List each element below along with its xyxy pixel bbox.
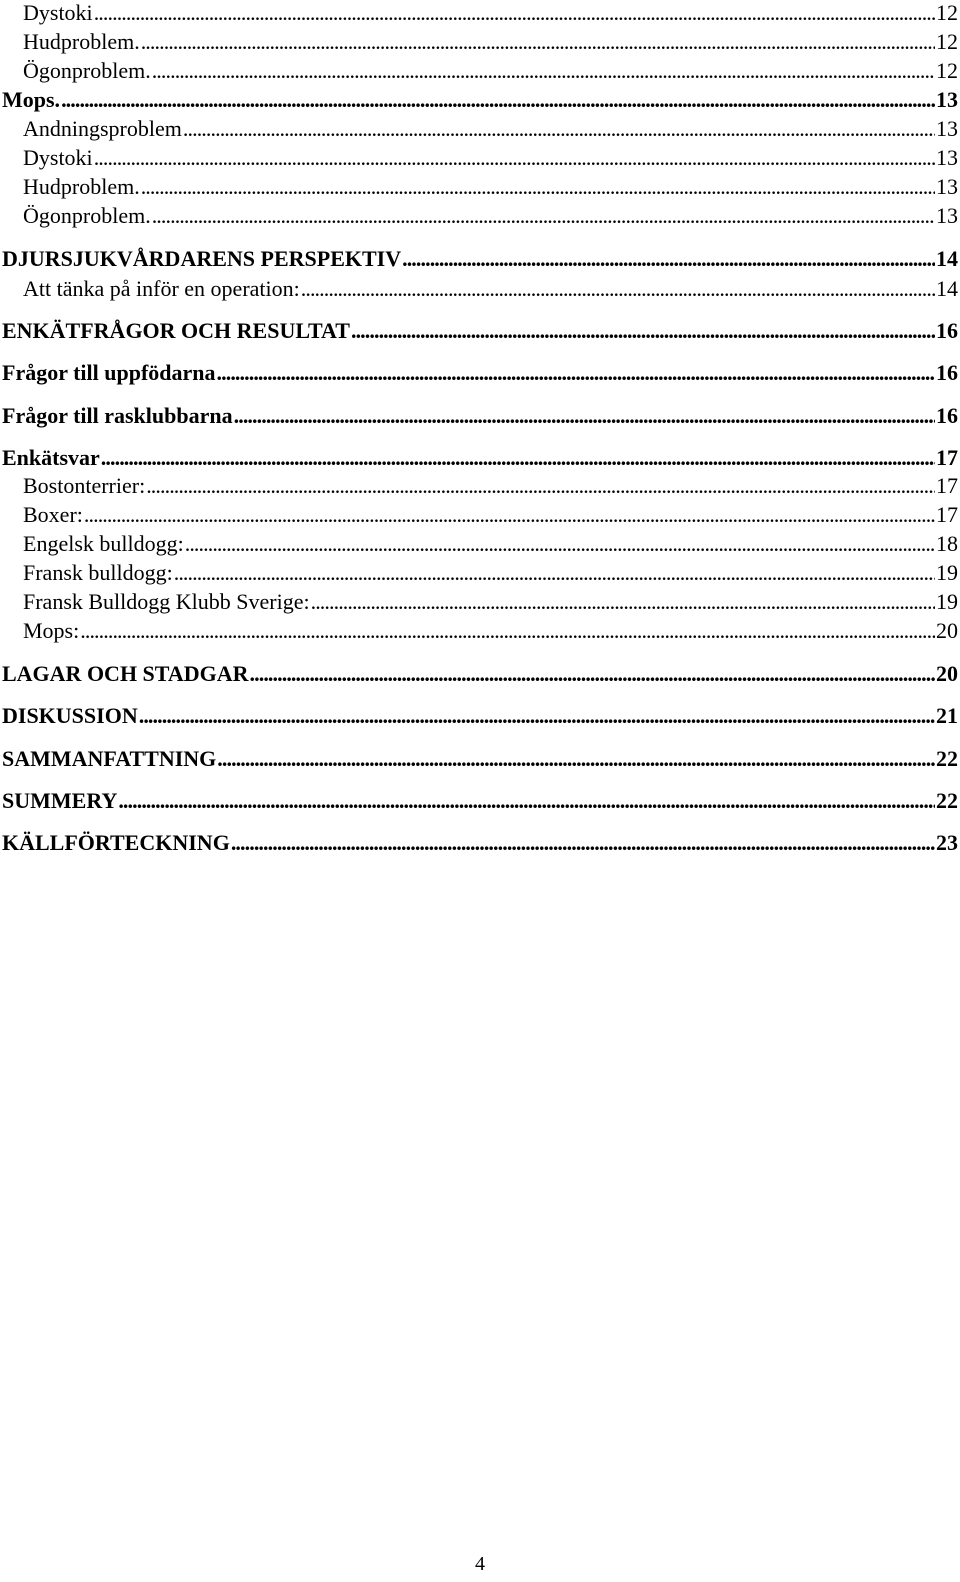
toc-entry-title: Engelsk bulldogg: bbox=[23, 531, 184, 556]
toc-entry-page: 13 bbox=[936, 174, 958, 199]
toc-entry-page: 20 bbox=[936, 618, 958, 643]
toc-leader-dots bbox=[217, 744, 935, 774]
toc-entry-title: Mops: bbox=[23, 618, 80, 643]
toc-entry-title: Dystoki bbox=[23, 145, 93, 170]
toc-entry-title: DISKUSSION bbox=[2, 703, 138, 728]
toc-entry-page: 18 bbox=[936, 531, 958, 556]
toc-leader-dots bbox=[139, 701, 935, 731]
toc-entry-title: Ögonproblem. bbox=[23, 58, 151, 83]
toc-entry[interactable] bbox=[0, 358, 960, 388]
toc-entry-title: Frågor till uppfödarna bbox=[2, 360, 216, 385]
toc-entry-title: Ögonproblem. bbox=[23, 203, 151, 228]
toc-entry[interactable] bbox=[0, 701, 960, 731]
toc-entry-page: 19 bbox=[936, 589, 958, 614]
toc-leader-dots bbox=[183, 114, 935, 144]
toc-leader-dots bbox=[94, 143, 935, 173]
toc-leader-dots bbox=[61, 85, 935, 115]
toc-leader-dots bbox=[234, 401, 935, 431]
toc-entry-page: 16 bbox=[936, 360, 958, 385]
toc-entry[interactable] bbox=[0, 0, 960, 28]
toc-entry-title: Att tänka på inför en operation: bbox=[23, 276, 300, 301]
toc-leader-dots bbox=[118, 786, 935, 816]
toc-entry-page: 14 bbox=[936, 276, 958, 301]
toc-entry-page: 22 bbox=[936, 746, 958, 771]
toc-leader-dots bbox=[185, 529, 935, 559]
toc-entry[interactable] bbox=[0, 500, 960, 530]
toc-entry[interactable] bbox=[0, 201, 960, 231]
toc-leader-dots bbox=[402, 244, 935, 274]
toc-entry-page: 12 bbox=[936, 0, 958, 25]
toc-entry-title: Hudproblem. bbox=[23, 29, 140, 54]
toc-entry-title: Boxer: bbox=[23, 502, 83, 527]
toc-entry-title: Enkätsvar bbox=[2, 445, 100, 470]
toc-entry-title: Mops. bbox=[2, 87, 61, 112]
toc-entry[interactable] bbox=[0, 401, 960, 431]
toc-entry[interactable] bbox=[0, 172, 960, 202]
toc-leader-dots bbox=[301, 274, 935, 304]
toc-entry-title: Bostonterrier: bbox=[23, 473, 146, 498]
toc-entry-page: 19 bbox=[936, 560, 958, 585]
toc-entry-page: 17 bbox=[936, 502, 958, 527]
toc-entry-page: 16 bbox=[936, 318, 958, 343]
toc-entry[interactable] bbox=[0, 558, 960, 588]
toc-entry[interactable] bbox=[0, 143, 960, 173]
toc-entry-title: Dystoki bbox=[23, 0, 93, 25]
toc-entry-page: 20 bbox=[936, 661, 958, 686]
toc-entry-page: 22 bbox=[936, 788, 958, 813]
toc-entry[interactable] bbox=[0, 244, 960, 274]
toc-leader-dots bbox=[141, 27, 935, 57]
toc-entry[interactable] bbox=[0, 56, 960, 86]
toc-leader-dots bbox=[217, 358, 935, 388]
toc-entry-title: Hudproblem. bbox=[23, 174, 140, 199]
toc-entry-title: KÄLLFÖRTECKNING bbox=[2, 830, 230, 855]
toc-entry-title: SUMMERY bbox=[2, 788, 118, 813]
toc-leader-dots bbox=[141, 172, 935, 202]
toc-leader-dots bbox=[351, 316, 935, 346]
page-number: 4 bbox=[475, 1553, 485, 1575]
toc-entry[interactable] bbox=[0, 744, 960, 774]
toc-leader-dots bbox=[84, 500, 935, 530]
toc-entry-page: 16 bbox=[936, 403, 958, 428]
toc-entry-title: LAGAR OCH STADGAR bbox=[2, 661, 249, 686]
toc-entry[interactable] bbox=[0, 616, 960, 646]
toc-entry-title: DJURSJUKVÅRDARENS PERSPEKTIV bbox=[2, 246, 402, 271]
toc-entry-page: 17 bbox=[936, 445, 958, 470]
toc-leader-dots bbox=[231, 828, 935, 858]
toc-leader-dots bbox=[94, 0, 935, 28]
toc-leader-dots bbox=[146, 471, 935, 501]
toc-entry-page: 13 bbox=[936, 203, 958, 228]
toc-entry-title: SAMMANFATTNING bbox=[2, 746, 217, 771]
toc-entry-page: 13 bbox=[936, 87, 958, 112]
toc-entry-title: Andningsproblem bbox=[23, 116, 182, 141]
toc-entry[interactable] bbox=[0, 828, 960, 858]
toc-entry-page: 12 bbox=[936, 58, 958, 83]
toc-entry[interactable] bbox=[0, 85, 960, 115]
toc-leader-dots bbox=[152, 201, 935, 231]
toc-entry-title: Fransk bulldogg: bbox=[23, 560, 173, 585]
toc-entry[interactable] bbox=[0, 443, 960, 473]
toc-leader-dots bbox=[101, 443, 935, 473]
toc-entry-title: Fransk Bulldogg Klubb Sverige: bbox=[23, 589, 310, 614]
toc-entry-page: 23 bbox=[936, 830, 958, 855]
toc-entry[interactable] bbox=[0, 114, 960, 144]
toc-entry[interactable] bbox=[0, 529, 960, 559]
toc-entry-page: 21 bbox=[936, 703, 958, 728]
toc-leader-dots bbox=[311, 587, 935, 617]
toc-leader-dots bbox=[152, 56, 935, 86]
toc-entry[interactable] bbox=[0, 786, 960, 816]
toc-entry-title: ENKÄTFRÅGOR OCH RESULTAT bbox=[2, 318, 350, 343]
toc-leader-dots bbox=[80, 616, 935, 646]
toc-entry[interactable] bbox=[0, 471, 960, 501]
toc-entry-title: Frågor till rasklubbarna bbox=[2, 403, 233, 428]
toc-leader-dots bbox=[250, 659, 935, 689]
toc-entry[interactable] bbox=[0, 587, 960, 617]
toc-entry[interactable] bbox=[0, 316, 960, 346]
toc-leader-dots bbox=[174, 558, 935, 588]
toc-entry-page: 13 bbox=[936, 116, 958, 141]
toc-entry-page: 17 bbox=[936, 473, 958, 498]
toc-entry-page: 13 bbox=[936, 145, 958, 170]
toc-entry-page: 12 bbox=[936, 29, 958, 54]
toc-entry-page: 14 bbox=[936, 246, 958, 271]
toc-entry[interactable] bbox=[0, 27, 960, 57]
toc-entry[interactable] bbox=[0, 274, 960, 304]
toc-entry[interactable] bbox=[0, 659, 960, 689]
